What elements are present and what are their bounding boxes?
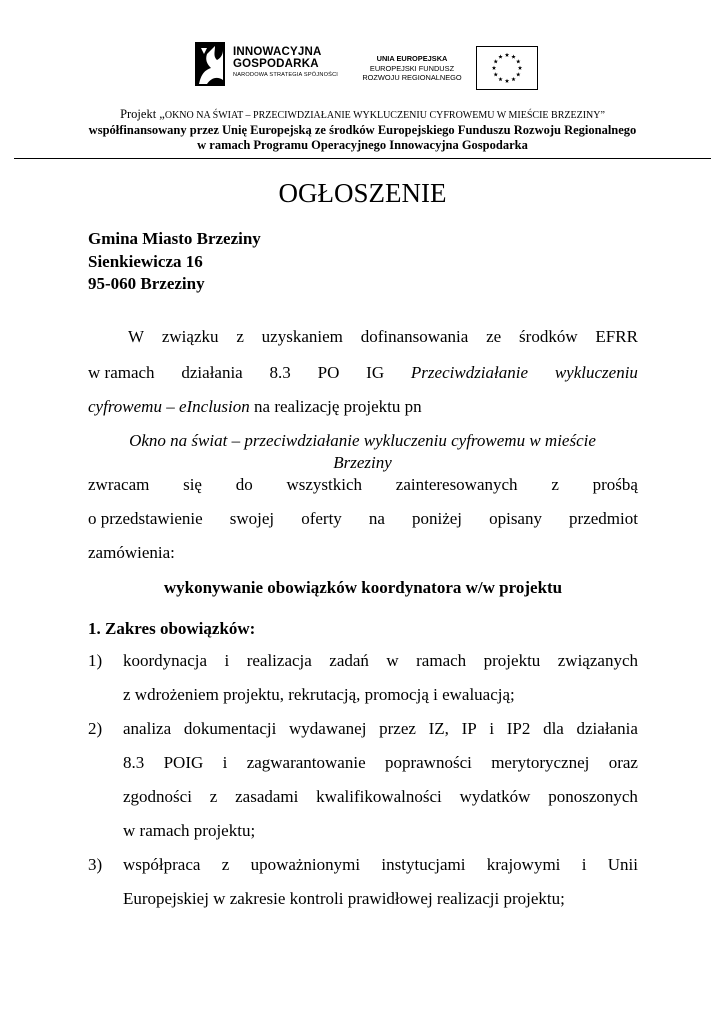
word: realizacja [246, 651, 312, 670]
project-title-line [0, 107, 725, 123]
address-line1: Gmina Miasto Brzeziny [88, 229, 261, 248]
word: wydatków [459, 787, 531, 806]
word: środków [519, 327, 578, 346]
word: dokumentacji [183, 719, 277, 738]
word: zagwarantowanie [246, 753, 366, 772]
word: koordynacja [123, 651, 208, 670]
project-name-line2 [60, 452, 665, 474]
word: zainteresowanych [395, 475, 518, 494]
word: kwalifikowalności [316, 787, 442, 806]
item3-line1 [123, 854, 638, 876]
intro-program-name: cyfrowemu – eInclusion [88, 397, 250, 416]
logo-bar [0, 40, 725, 96]
document-title: OGŁOSZENIE [278, 178, 447, 208]
project-title-suffix: ” [600, 110, 605, 121]
item1-line1 [123, 650, 638, 672]
word: EFRR [595, 327, 638, 346]
word: Unii [607, 855, 638, 874]
programme-line: w ramach Programu Operacyjnego Innowacyjna Gospodarka [197, 138, 528, 152]
project-name-line1 [60, 430, 665, 452]
eu-text-line3: ROZWOJU REGIONALNEGO [362, 73, 462, 82]
word: związanych [557, 651, 638, 670]
word: W [128, 327, 145, 346]
intro-line3-rest: na realizację projektu pn [249, 397, 422, 416]
eu-text-line1: UNIA EUROPEJSKA [376, 54, 448, 63]
word: z [551, 475, 559, 494]
intro-line3 [88, 396, 638, 418]
word: prośbą [592, 475, 638, 494]
project-name-text1: Okno na świat – przeciwdziałanie wykluczeniu cyfrowemu w mieście [129, 431, 596, 450]
innowacyjna-gospodarka-emblem-icon [191, 40, 229, 88]
address-line3: 95-060 Brzeziny [88, 274, 205, 293]
word: IG [366, 363, 385, 382]
italic-word: Przeciwdziałanie [410, 363, 529, 382]
item3-number: 3) [88, 855, 103, 874]
word: związku [161, 327, 219, 346]
item3-line2: Europejskiej w zakresie kontroli prawidłowej realizacji projektu; [123, 889, 565, 908]
item2-line2 [123, 752, 638, 774]
word: w [386, 651, 399, 670]
word: działania [181, 363, 243, 382]
cofinancing-line: współfinansowany przez Unię Europejską ze środków Europejskiego Funduszu Rozwoju Regionalnego [88, 123, 637, 137]
word: się [183, 475, 202, 494]
word: na [368, 509, 385, 528]
ig-logo-line1: INNOWACYJNA [233, 46, 322, 58]
word: i [222, 753, 228, 772]
word: analiza [123, 719, 172, 738]
item2-line4: w ramach projektu; [123, 821, 256, 840]
intro-line6: zamówienia: [88, 543, 175, 562]
word: instytucjami [381, 855, 466, 874]
word: o przedstawienie [88, 509, 203, 528]
word: zgodności [123, 787, 192, 806]
project-header [0, 107, 725, 153]
word: 8.3 [269, 363, 291, 382]
word: IP2 [506, 719, 531, 738]
word: działania [576, 719, 638, 738]
intro-line2 [88, 362, 638, 384]
word: IP [461, 719, 477, 738]
word: z [221, 855, 230, 874]
project-name-text2: Brzeziny [333, 453, 392, 472]
word: przez [379, 719, 416, 738]
intro-line1 [128, 326, 638, 348]
item2-number: 2) [88, 719, 103, 738]
word: współpraca [123, 855, 201, 874]
item2-line3 [123, 786, 638, 808]
eu-flag-icon [476, 46, 538, 90]
header-divider [14, 158, 711, 159]
word: ponoszonych [548, 787, 638, 806]
item1-line2: z wdrożeniem projektu, rekrutacją, promocją i ewaluacją; [123, 685, 515, 704]
address-line2: Sienkiewicza 16 [88, 251, 203, 271]
word: w ramach [88, 363, 155, 382]
word: i [581, 855, 587, 874]
ig-logo-line2: GOSPODARKA [233, 58, 319, 70]
item2-line1 [123, 718, 638, 740]
word: oferty [301, 509, 342, 528]
order-subject: wykonywanie obowiązków koordynatora w/w projektu [163, 578, 563, 597]
word: IZ, [428, 719, 449, 738]
word: uzyskaniem [261, 327, 343, 346]
word: 8.3 [123, 753, 145, 772]
word: merytorycznej [491, 753, 590, 772]
word: z [209, 787, 218, 806]
item1-number: 1) [88, 651, 103, 670]
word: zasadami [235, 787, 299, 806]
word: dofinansowania [360, 327, 469, 346]
intro-line5 [88, 508, 638, 530]
word: wydawanej [289, 719, 367, 738]
word: swojej [229, 509, 275, 528]
word: krajowymi [486, 855, 561, 874]
project-title-name: OKNO NA ŚWIAT – PRZECIWDZIAŁANIE WYKLUCZENIU CYFROWEMU W MIEŚCIE BRZEZINY [164, 110, 601, 121]
word: POIG [163, 753, 204, 772]
word: oraz [608, 753, 638, 772]
word: ze [486, 327, 502, 346]
eu-text-line2: EUROPEJSKI FUNDUSZ [369, 63, 455, 73]
word: projektu [483, 651, 541, 670]
word: i [489, 719, 495, 738]
innowacyjna-gospodarka-text [233, 46, 338, 79]
word: poniżej [411, 509, 463, 528]
project-title-prefix: Projekt „ [120, 107, 165, 121]
word: do [235, 475, 253, 494]
innowacyjna-gospodarka-logo [191, 40, 341, 88]
word: poprawności [384, 753, 472, 772]
word: PO [317, 363, 340, 382]
italic-word: wykluczeniu [554, 363, 638, 382]
word: przedmiot [569, 509, 638, 528]
word: zwracam [88, 475, 150, 494]
word: z [236, 327, 244, 346]
eu-fund-text [358, 54, 466, 83]
word: opisany [489, 509, 542, 528]
word: wszystkich [286, 475, 363, 494]
ig-logo-line3: NARODOWA STRATEGIA SPÓJNOŚCI [233, 72, 339, 78]
section1-heading: 1. Zakres obowiązków: [88, 619, 256, 638]
address-block [88, 228, 261, 296]
word: zadań [329, 651, 369, 670]
intro-line4 [88, 474, 638, 496]
word: ramach [416, 651, 467, 670]
word: dla [543, 719, 564, 738]
word: i [224, 651, 230, 670]
word: upoważnionymi [250, 855, 361, 874]
